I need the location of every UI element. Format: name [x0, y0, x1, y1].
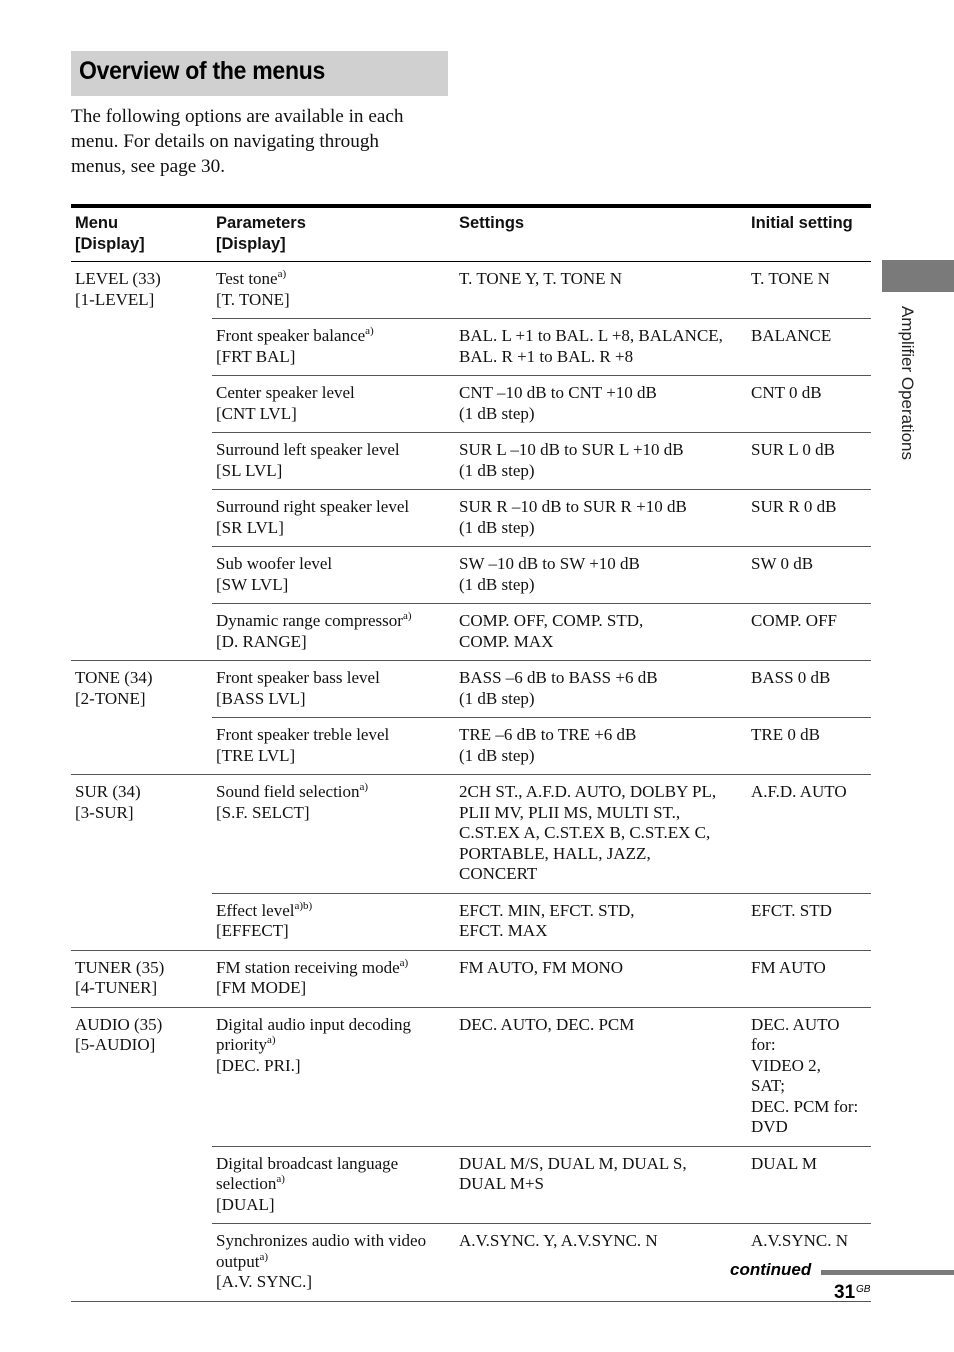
initial-setting-cell [747, 1146, 871, 1224]
table-row [71, 661, 871, 718]
initial-setting-cell [747, 319, 871, 376]
menu-line: LEVEL (33) [75, 269, 161, 288]
settings-line: COMP. OFF, COMP. STD, [459, 611, 644, 630]
settings-line: (1 dB step) [459, 574, 535, 594]
footnote-marker: a) [277, 268, 287, 280]
initial-setting-line: SUR L 0 dB [751, 440, 835, 459]
footnote-marker: a) [276, 1173, 285, 1185]
parameter-text: Effect level [216, 900, 295, 920]
footnote-marker: a) [259, 1250, 268, 1263]
menu-line: [5-AUDIO] [75, 1035, 156, 1054]
menu-cell [71, 950, 212, 1007]
settings-line: EFCT. MIN, EFCT. STD, [459, 900, 635, 920]
settings-line: DUAL M/S, DUAL M, DUAL S, [459, 1153, 687, 1173]
settings-line: COMP. MAX [459, 631, 554, 651]
parameter-text: [SL LVL] [216, 460, 283, 480]
menu-line: TUNER (35) [75, 957, 165, 977]
initial-setting-line: BASS 0 dB [751, 668, 831, 687]
parameter-text: priority [216, 1035, 267, 1054]
intro-line: menus, see page 30. [71, 156, 225, 177]
settings-cell [455, 661, 747, 718]
parameter-line [216, 725, 451, 746]
parameter-line [216, 440, 451, 461]
parameter-line [216, 1174, 451, 1195]
settings-cell [455, 490, 747, 547]
parameter-cell [212, 1146, 455, 1224]
footnote-marker: a)b) [294, 899, 313, 912]
parameter-line [216, 689, 451, 710]
header-parameters-line: Parameters [216, 214, 306, 232]
parameter-text: Digital broadcast language [216, 1153, 399, 1173]
menu-line: AUDIO (35) [75, 1014, 163, 1034]
parameter-cell [212, 950, 455, 1007]
settings-line: SUR L –10 dB to SUR L +10 dB [459, 440, 684, 459]
parameter-cell [212, 1224, 455, 1302]
initial-setting-cell [747, 661, 871, 718]
header-menu-line: Menu [75, 214, 119, 232]
parameter-text: [BASS LVL] [216, 688, 306, 708]
initial-setting-line: T. TONE N [751, 269, 830, 288]
settings-cell [455, 1007, 747, 1146]
parameter-line [216, 1154, 451, 1175]
initial-setting-line: for: [751, 1035, 776, 1054]
settings-line: SW –10 dB to SW +10 dB [459, 554, 640, 573]
initial-setting-line: DUAL M [751, 1153, 817, 1173]
menu-line: TONE (34) [75, 668, 153, 687]
table-row [71, 950, 871, 1007]
header-parameters-line: [Display] [216, 235, 286, 253]
header-initial-setting: Initial setting [751, 214, 853, 232]
settings-cell [455, 547, 747, 604]
parameter-text: [D. RANGE] [216, 631, 307, 651]
parameter-text: [SR LVL] [216, 517, 284, 537]
parameter-line [216, 632, 451, 653]
settings-line: CONCERT [459, 864, 538, 883]
footnote-marker: a) [402, 610, 412, 622]
parameter-line [216, 497, 451, 518]
settings-line: (1 dB step) [459, 403, 535, 423]
initial-setting-line: BALANCE [751, 326, 832, 345]
settings-line: C.ST.EX A, C.ST.EX B, C.ST.EX C, [459, 823, 711, 842]
parameter-text: output [216, 1251, 260, 1271]
menu-cell [71, 661, 212, 775]
initial-setting-cell [747, 376, 871, 433]
parameter-text: [DEC. PRI.] [216, 1055, 301, 1075]
parameter-cell [212, 718, 455, 775]
section-tab-label: Amplifier Operations [898, 306, 917, 461]
parameter-line [216, 1231, 451, 1252]
settings-line: (1 dB step) [459, 688, 535, 708]
initial-setting-cell [747, 1007, 871, 1146]
menu-line: [2-TONE] [75, 688, 146, 708]
footnote-marker: a) [399, 956, 409, 969]
settings-cell [455, 893, 747, 950]
settings-cell [455, 319, 747, 376]
parameter-text: Surround left speaker level [216, 440, 400, 459]
parameter-line [216, 326, 451, 347]
parameter-cell [212, 893, 455, 950]
parameter-line [216, 347, 451, 368]
table-row [71, 262, 871, 319]
page-number: 31 [834, 1282, 856, 1303]
parameter-cell [212, 262, 455, 319]
initial-setting-line: DEC. AUTO [751, 1014, 840, 1034]
parameter-text: [CNT LVL] [216, 403, 297, 423]
settings-cell [455, 433, 747, 490]
parameter-line [216, 958, 451, 979]
parameter-line [216, 404, 451, 425]
settings-line: (1 dB step) [459, 745, 535, 765]
settings-line: T. TONE Y, T. TONE N [459, 269, 623, 288]
settings-cell [455, 775, 747, 894]
settings-cell [455, 262, 747, 319]
parameter-cell [212, 376, 455, 433]
footnote-marker: a) [365, 325, 374, 337]
parameter-line [216, 978, 451, 999]
initial-setting-line: SUR R 0 dB [751, 497, 837, 516]
parameter-line [216, 921, 451, 942]
initial-setting-line: TRE 0 dB [751, 725, 820, 744]
parameter-line [216, 575, 451, 596]
parameter-line [216, 1056, 451, 1077]
parameter-text: Center speaker level [216, 383, 355, 402]
parameter-line [216, 383, 451, 404]
parameter-text: [TRE LVL] [216, 745, 296, 765]
parameter-line [216, 782, 451, 803]
parameter-text: Dynamic range compressor [216, 611, 403, 630]
parameter-line [216, 668, 451, 689]
page-heading-text: Overview of the menus [79, 57, 326, 85]
parameter-cell [212, 775, 455, 894]
parameter-line [216, 269, 451, 290]
parameter-text: Digital audio input decoding [216, 1014, 411, 1034]
parameter-text: [A.V. SYNC.] [216, 1272, 313, 1291]
initial-setting-line: A.V.SYNC. N [751, 1231, 848, 1250]
initial-setting-line: FM AUTO [751, 957, 826, 977]
initial-setting-line: DVD [751, 1117, 788, 1136]
settings-cell [455, 1146, 747, 1224]
parameter-text: Front speaker treble level [216, 725, 390, 744]
section-tab-marker [882, 260, 954, 292]
parameter-cell [212, 661, 455, 718]
parameter-text: [FM MODE] [216, 978, 307, 997]
initial-setting-cell [747, 775, 871, 894]
parameter-text: Synchronizes audio with video [216, 1231, 427, 1250]
settings-line: SUR R –10 dB to SUR R +10 dB [459, 497, 687, 516]
parameter-line [216, 803, 451, 824]
settings-cell [455, 950, 747, 1007]
parameter-cell [212, 433, 455, 490]
initial-setting-line: COMP. OFF [751, 611, 837, 630]
settings-line: (1 dB step) [459, 460, 535, 480]
parameter-cell [212, 604, 455, 661]
settings-line: BAL. L +1 to BAL. L +8, BALANCE, [459, 326, 723, 345]
parameter-line [216, 518, 451, 539]
menu-cell [71, 1007, 212, 1301]
header-menu-line: [Display] [75, 235, 145, 253]
settings-line: PORTABLE, HALL, JAZZ, [459, 843, 651, 863]
settings-line: BAL. R +1 to BAL. R +8 [459, 346, 634, 366]
page-heading [71, 51, 448, 96]
initial-setting-line: SAT; [751, 1076, 786, 1095]
settings-line: PLII MV, PLII MS, MULTI ST., [459, 802, 681, 822]
parameter-line [216, 290, 451, 311]
parameter-cell [212, 490, 455, 547]
parameter-text: Surround right speaker level [216, 497, 410, 516]
settings-line: BASS –6 dB to BASS +6 dB [459, 668, 658, 687]
initial-setting-line: DEC. PCM for: [751, 1096, 859, 1116]
menu-line: [3-SUR] [75, 802, 134, 822]
parameter-line [216, 901, 451, 922]
menu-line: [1-LEVEL] [75, 289, 155, 309]
menu-line: [4-TUNER] [75, 978, 158, 997]
parameter-text: Front speaker balance [216, 326, 366, 345]
initial-setting-line: VIDEO 2, [751, 1055, 821, 1075]
initial-setting-cell [747, 547, 871, 604]
settings-cell [455, 376, 747, 433]
parameter-text: [T. TONE] [216, 289, 290, 309]
parameter-line [216, 1195, 451, 1216]
settings-line: TRE –6 dB to TRE +6 dB [459, 725, 637, 744]
parameter-line [216, 746, 451, 767]
parameter-text: [DUAL] [216, 1194, 275, 1214]
parameter-line [216, 554, 451, 575]
initial-setting-cell [747, 950, 871, 1007]
settings-cell [455, 604, 747, 661]
intro-paragraph [71, 104, 451, 179]
parameter-line [216, 1272, 451, 1293]
footnote-marker: a) [359, 781, 369, 793]
parameter-cell [212, 547, 455, 604]
settings-cell [455, 1224, 747, 1302]
table-header [71, 206, 871, 262]
initial-setting-line: A.F.D. AUTO [751, 782, 847, 801]
settings-line: EFCT. MAX [459, 921, 548, 940]
parameter-text: selection [216, 1174, 277, 1193]
menu-line: SUR (34) [75, 782, 141, 801]
parameter-line [216, 611, 451, 632]
parameter-line [216, 461, 451, 482]
parameter-text: [EFFECT] [216, 921, 289, 940]
parameter-text: Sub woofer level [216, 554, 333, 573]
settings-line: FM AUTO, FM MONO [459, 957, 624, 977]
table-header-row [71, 206, 871, 262]
initial-setting-line: CNT 0 dB [751, 383, 822, 402]
parameter-text: [FRT BAL] [216, 346, 296, 366]
settings-line: 2CH ST., A.F.D. AUTO, DOLBY PL, [459, 782, 717, 801]
menu-cell [71, 775, 212, 951]
parameter-text: FM station receiving mode [216, 957, 400, 977]
settings-line: (1 dB step) [459, 517, 535, 537]
intro-line: The following options are available in each [71, 106, 404, 127]
initial-setting-line: EFCT. STD [751, 900, 832, 920]
initial-setting-cell [747, 893, 871, 950]
settings-line: DEC. AUTO, DEC. PCM [459, 1014, 635, 1034]
menu-cell [71, 262, 212, 661]
continued-bar [821, 1270, 954, 1275]
parameter-line [216, 1015, 451, 1036]
initial-setting-cell [747, 604, 871, 661]
parameter-line [216, 1035, 451, 1056]
parameter-text: Front speaker bass level [216, 668, 380, 687]
header-parameters [212, 206, 455, 262]
table-row [71, 775, 871, 894]
settings-line: DUAL M+S [459, 1174, 544, 1193]
initial-setting-cell [747, 718, 871, 775]
parameter-cell [212, 1007, 455, 1146]
initial-setting-cell [747, 490, 871, 547]
settings-cell [455, 718, 747, 775]
table-row [71, 1007, 871, 1146]
parameter-text: Sound field selection [216, 782, 360, 801]
menu-overview-table [71, 204, 871, 1302]
table-body [71, 262, 871, 1302]
continued-label: continued [730, 1260, 812, 1279]
page-suffix: GB [856, 1284, 871, 1295]
header-menu [71, 206, 212, 262]
settings-line: A.V.SYNC. Y, A.V.SYNC. N [459, 1231, 658, 1250]
settings-line: CNT –10 dB to CNT +10 dB [459, 383, 657, 402]
parameter-text: Test tone [216, 269, 278, 288]
parameter-text: [SW LVL] [216, 574, 289, 594]
parameter-text: [S.F. SELCT] [216, 802, 310, 822]
parameter-cell [212, 319, 455, 376]
initial-setting-cell [747, 433, 871, 490]
initial-setting-line: SW 0 dB [751, 554, 814, 573]
parameter-line [216, 1252, 451, 1273]
footnote-marker: a) [267, 1034, 276, 1046]
intro-line: menu. For details on navigating through [71, 131, 380, 152]
header-settings: Settings [459, 214, 525, 232]
initial-setting-cell [747, 262, 871, 319]
